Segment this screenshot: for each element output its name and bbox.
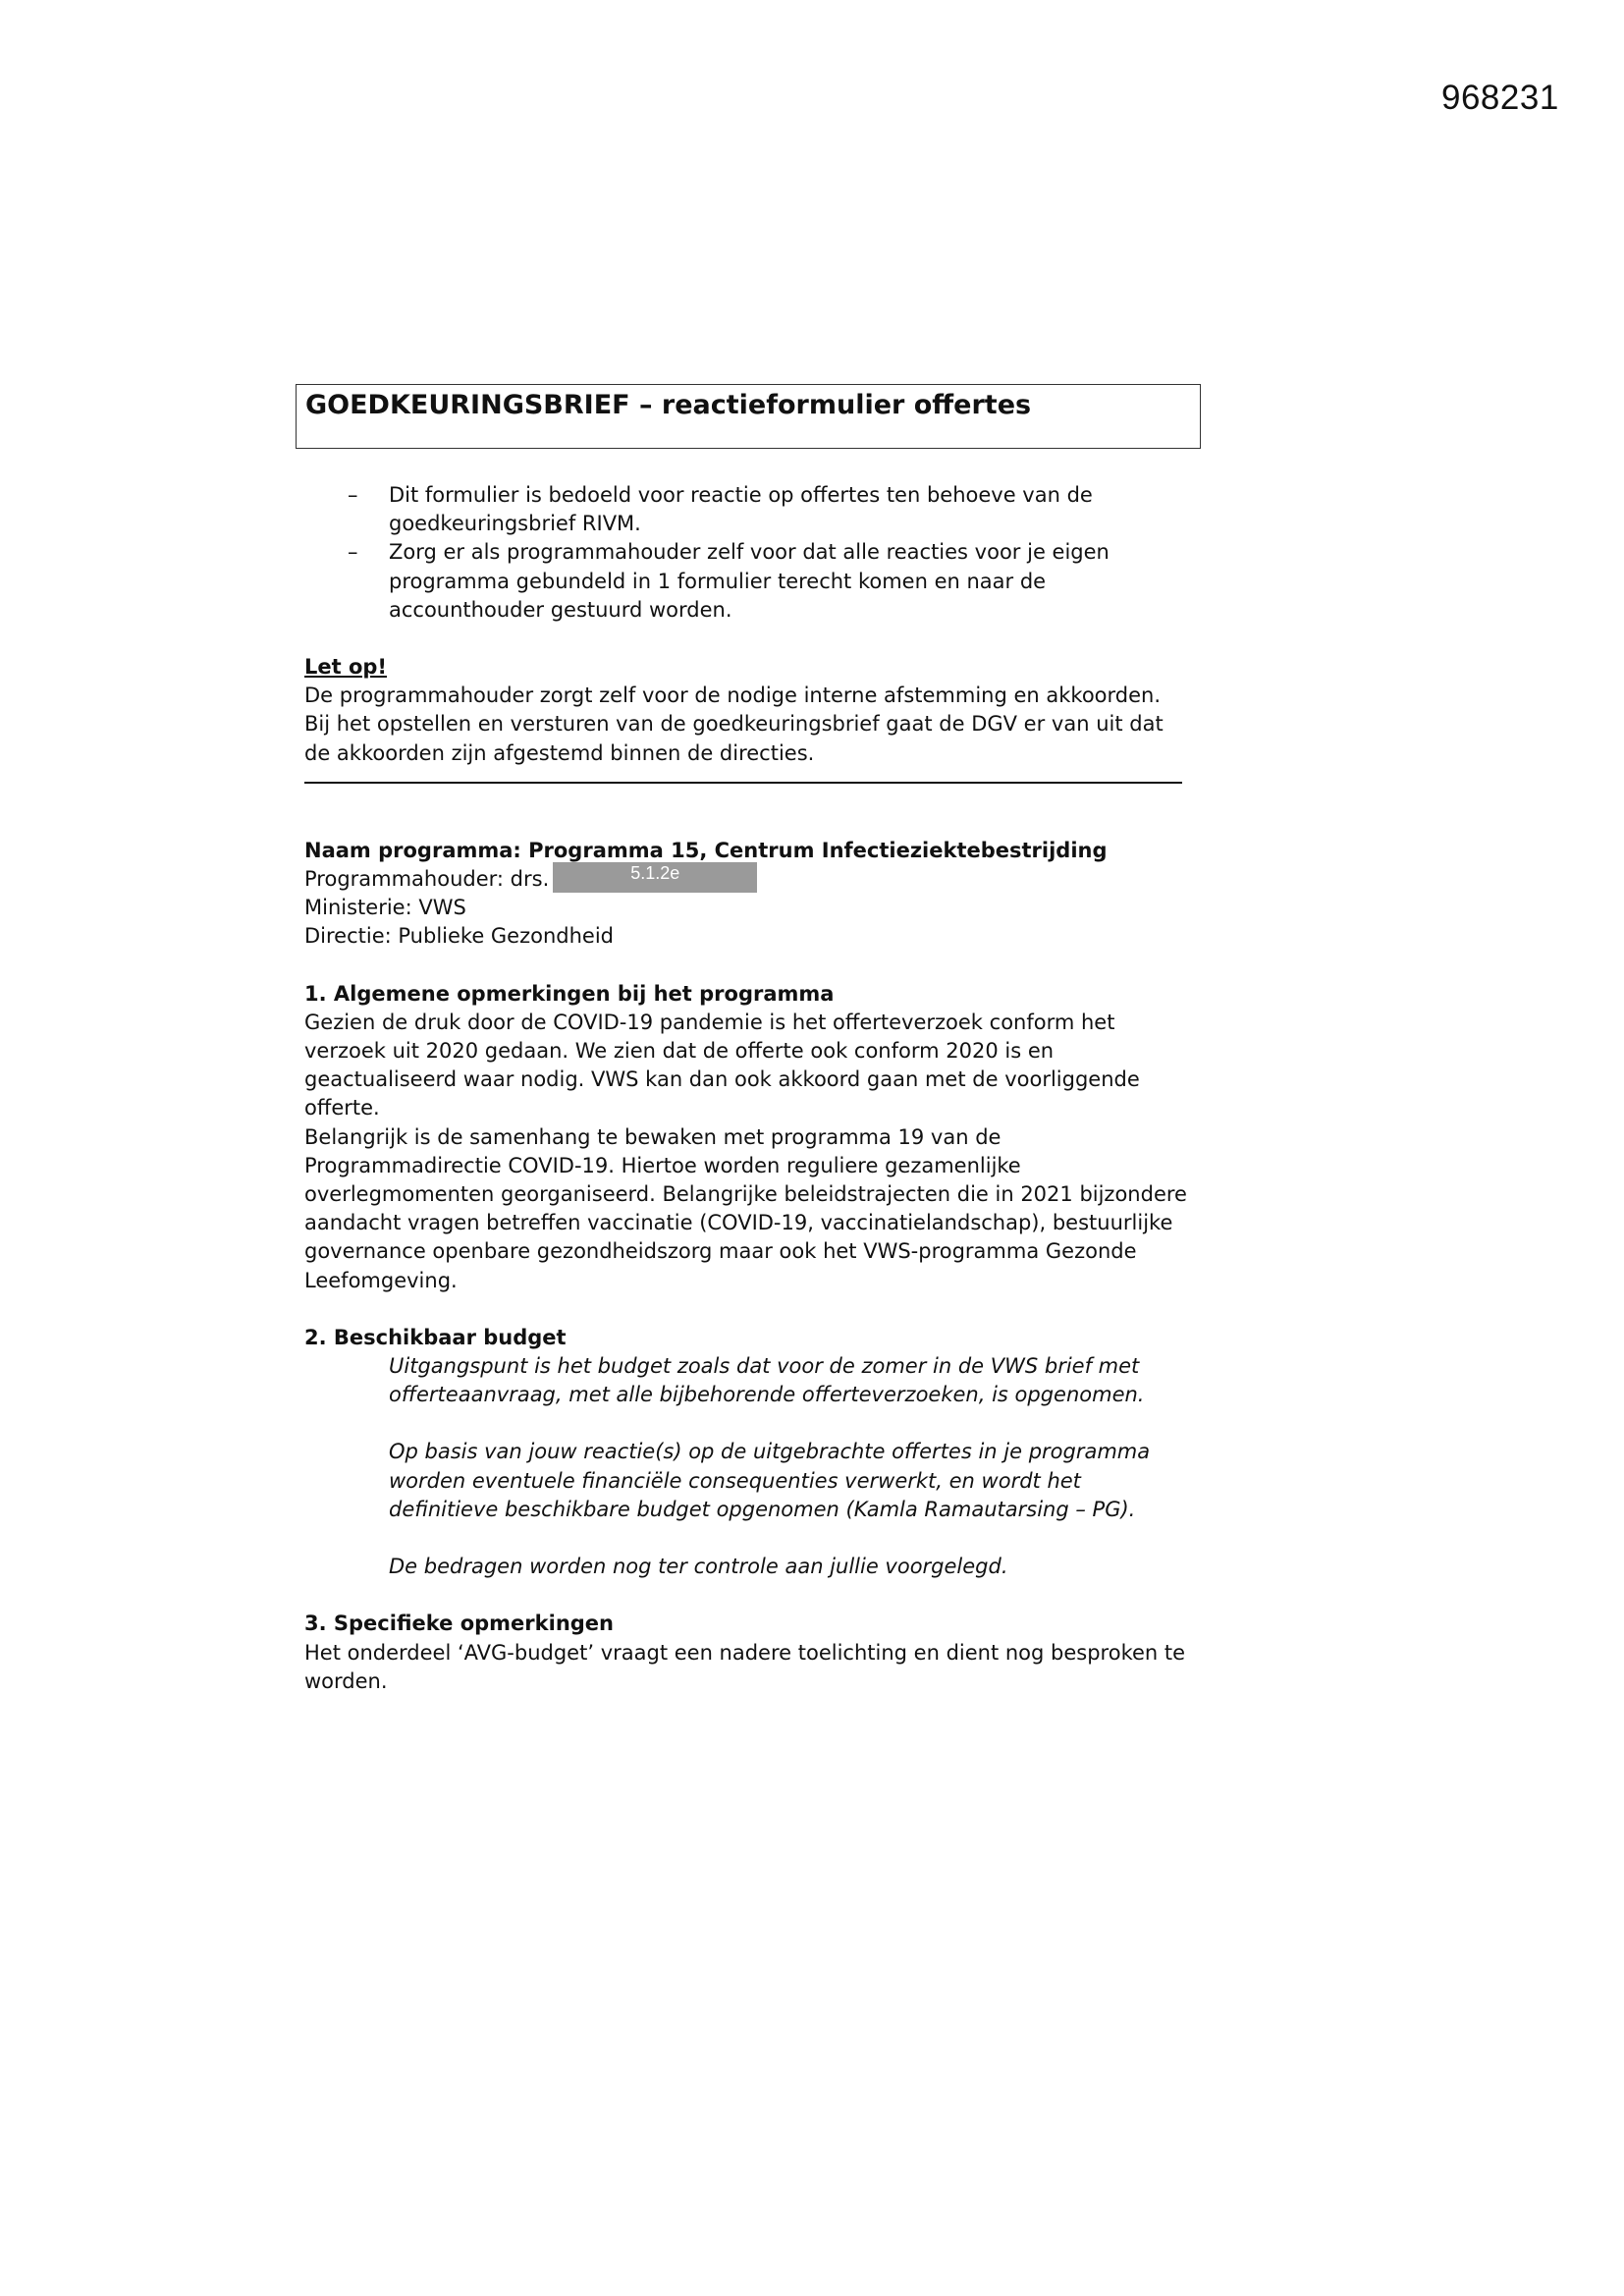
ministry-line: Ministerie: VWS — [304, 896, 466, 920]
section-specific-remarks — [304, 1610, 1208, 1696]
list-item — [304, 481, 1184, 538]
bullet-text: Zorg er als programmahouder zelf voor dat alle reacties voor je eigen programma gebundeld in 1 formulier terecht komen en naar de accounthouder gestuurd worden. — [389, 540, 1110, 622]
section-paragraph: Uitgangspunt is het budget zoals dat voor de zomer in de VWS brief met offerteaanvraag, met alle bijbehorende offerteverzoeken, is opgenomen. — [389, 1354, 1145, 1407]
section-paragraph: De bedragen worden nog ter controle aan jullie voorgelegd. — [389, 1555, 1008, 1579]
document-body — [304, 481, 1208, 1696]
section-paragraph: Het onderdeel ‘AVG-budget’ vraagt een nadere toelichting en dient nog besproken te worden. — [304, 1640, 1186, 1693]
section-paragraph: Gezien de druk door de COVID-19 pandemie is het offerteverzoek conform het verzoek uit 2020 gedaan. We zien dat de offerte ook conform 2020 is en geactualiseerd waar nodig. VWS kan dan ook akkoord gaan met de voorliggende offerte. — [304, 1010, 1140, 1121]
section-paragraph: Belangrijk is de samenhang te bewaken met programma 19 van de Programmadirectie COVID-19. Hiertoe worden reguliere gezamenlijke overlegmomenten georganiseerd. Belangrijke beleidstrajecten die in 2021 bijzondere aandacht vragen betreffen vaccinatie (COVID-19, vaccinatielandschap), bestuurlijke governance openbare gezondheidszorg maar ook het VWS-programma Gezonde Leefomgeving. — [304, 1124, 1187, 1292]
program-info — [304, 837, 1208, 952]
title-box — [296, 384, 1201, 449]
notice-heading: Let op! — [304, 655, 388, 680]
document-title: GOEDKEURINGSBRIEF – reactieformulier offertes — [305, 390, 1032, 420]
directorate-line: Directie: Publieke Gezondheid — [304, 924, 615, 949]
list-item — [304, 538, 1184, 625]
section-heading: 2. Beschikbaar budget — [304, 1325, 567, 1349]
bullet-dash: – — [348, 540, 358, 565]
intro-bullet-list — [304, 481, 1208, 625]
program-name: Naam programma: Programma 15, Centrum Infectieziektebestrijding — [304, 838, 1108, 862]
section-paragraph: Op basis van jouw reactie(s) op de uitgebrachte offertes in je programma worden eventuele financiële consequenties verwerkt, en wordt het definitieve beschikbare budget opgenomen (Kamla Ramautarsing – PG). — [389, 1440, 1151, 1521]
redaction-box: 5.1.2e — [553, 862, 757, 893]
section-general-remarks — [304, 980, 1208, 1295]
bullet-dash: – — [348, 483, 358, 507]
program-holder-label: Programmahouder: drs. — [304, 867, 550, 892]
section-budget — [304, 1324, 1208, 1581]
bullet-text: Dit formulier is bedoeld voor reactie op offertes ten behoeve van de goedkeuringsbrief RIVM. — [389, 483, 1093, 536]
section-heading: 3. Specifieke opmerkingen — [304, 1612, 614, 1636]
program-holder-line — [304, 865, 1208, 894]
notice-block — [304, 653, 1208, 784]
document-id: 968231 — [1441, 79, 1559, 117]
notice-text: De programmahouder zorgt zelf voor de nodige interne afstemming en akkoorden. Bij het opstellen en versturen van de goedkeuringsbrief gaat de DGV er van uit dat de akkoorden zijn afgestemd binnen de directies. — [304, 683, 1164, 765]
section-heading: 1. Algemene opmerkingen bij het programma — [304, 981, 835, 1006]
